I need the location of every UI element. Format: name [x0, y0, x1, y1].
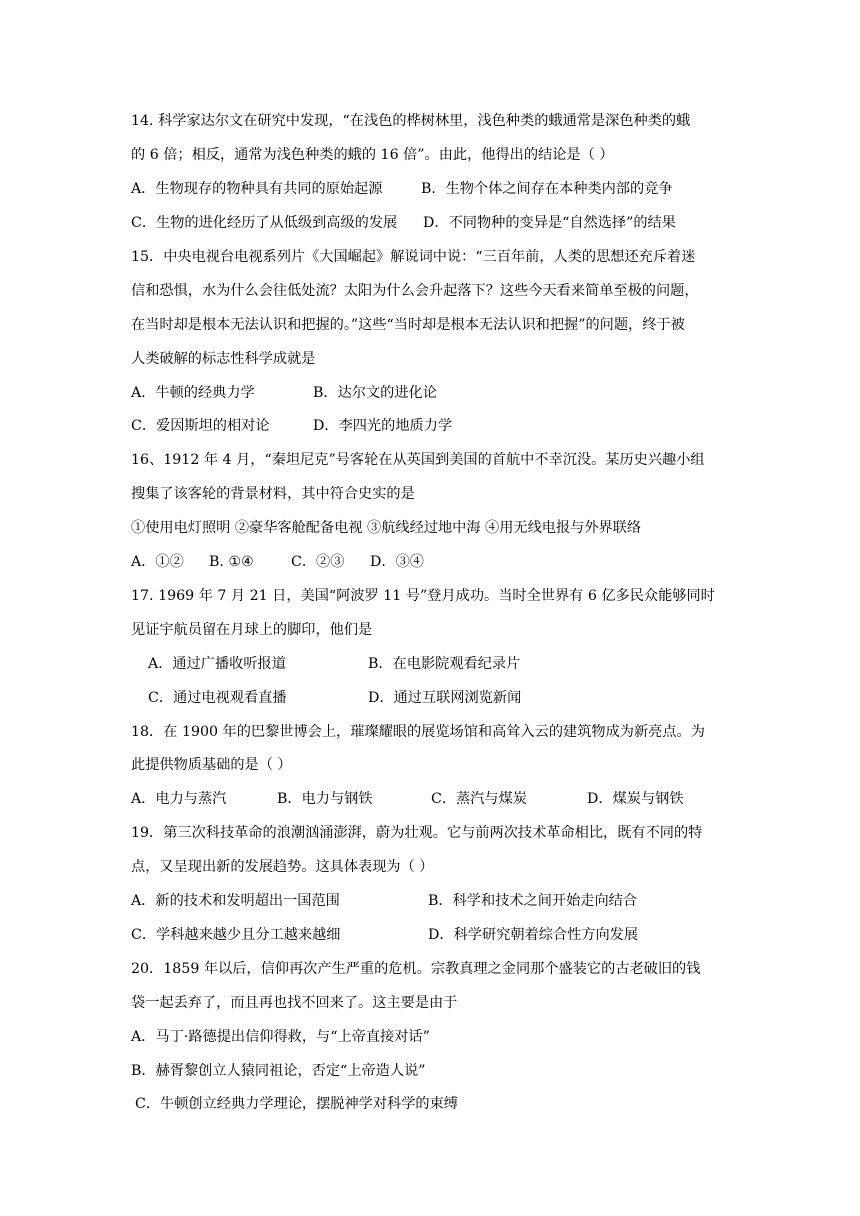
q18-option-c: C．蒸汽与煤炭 — [431, 791, 527, 807]
q17-option-b: B．在电影院观看纪录片 — [368, 656, 521, 672]
q16-option-d: D．③④ — [370, 554, 424, 570]
q19-option-c: C．学科越来越少且分工越来越细 — [131, 927, 341, 943]
q17-option-c: C．通过电视观看直播 — [148, 690, 287, 706]
q17-option-d: D．通过互联网浏览新闻 — [368, 690, 522, 706]
q20-option-b: B．赫胥黎创立人猿同祖论，否定“上帝造人说” — [131, 1063, 426, 1079]
q17-option-a: A．通过广播收听报道 — [148, 656, 286, 672]
q18-stem-line-1: 18．在 1900 年的巴黎世博会上，璀璨耀眼的展览场馆和高耸入云的建筑物成为新亮点。为 — [131, 724, 705, 740]
q15-stem-line-4: 人类破解的标志性科学成就是 — [131, 351, 316, 367]
q14-option-d: D．不同物种的变异是“自然选择”的结果 — [423, 215, 676, 231]
q15-option-d: D．李四光的地质力学 — [313, 418, 453, 434]
q16-option-a: A．①② — [131, 554, 184, 570]
q14-option-b: B．生物个体之间存在本种类内部的竞争 — [421, 181, 673, 197]
q18-option-d: D．煤炭与钢铁 — [587, 791, 684, 807]
q16-option-b: B. ①④ — [209, 554, 254, 570]
q19-stem-line-2: 点，又呈现出新的发展趋势。这具体表现为（ ） — [131, 859, 434, 875]
q16-stem-line-1: 16、1912 年 4 月，“秦坦尼克”号客轮在从英国到美国的首航中不幸沉没。某历史兴趣小组 — [131, 452, 705, 468]
q15-stem-line-2: 信和恐惧，水为什么会往低处流？太阳为什么会升起落下？这些今天看来简单至极的问题， — [131, 283, 699, 299]
q19-stem-line-1: 19．第三次科技革命的浪潮汹涌澎湃，蔚为壮观。它与前两次技术革命相比，既有不同的特 — [131, 825, 703, 841]
q15-stem-line-3: 在当时却是根本无法认识和把握的。”这些“当时却是根本无法认识和把握”的问题，终于被 — [131, 317, 685, 333]
q14-option-a: A．生物现存的物种具有共同的原始起源 — [131, 181, 383, 197]
q18-stem-line-2: 此提供物质基础的是（ ） — [131, 757, 292, 773]
q14-option-c: C．生物的进化经历了从低级到高级的发展 — [131, 215, 398, 231]
q16-statements: ①使用电灯照明 ②豪华客舱配备电视 ③航线经过地中海 ④用无线电报与外界联络 — [131, 520, 642, 536]
q15-stem-line-1: 15．中央电视台电视系列片《大国崛起》解说词中说：“三百年前，人类的思想还充斥着迷 — [131, 249, 696, 265]
q19-option-d: D．科学研究朝着综合性方向发展 — [428, 927, 639, 943]
q16-option-c: C．②③ — [291, 554, 345, 570]
q17-stem-line-1: 17. 1969 年 7 月 21 日，美国“阿波罗 11 号”登月成功。当时全世界有 6 亿多民众能够同时 — [131, 588, 715, 604]
q16-stem-line-2: 搜集了该客轮的背景材料，其中符合史实的是 — [131, 486, 415, 502]
q19-option-a: A．新的技术和发明超出一国范围 — [131, 893, 340, 909]
q20-option-c: C．牛顿创立经典力学理论，摆脱神学对科学的束缚 — [135, 1096, 458, 1112]
q14-stem-line-2: 的 6 倍；相反，通常为浅色种类的蛾的 16 倍”。由此，他得出的结论是（ ） — [131, 147, 614, 163]
q15-option-b: B．达尔文的进化论 — [313, 385, 437, 401]
q20-stem-line-1: 20．1859 年以后，信仰再次产生严重的危机。宗教真理之金同那个盛装它的古老破旧的钱 — [131, 961, 701, 977]
q15-option-c: C．爱因斯坦的相对论 — [131, 418, 270, 434]
q18-option-a: A．电力与蒸汽 — [131, 791, 227, 807]
q15-option-a: A．牛顿的经典力学 — [131, 385, 255, 401]
q17-stem-line-2: 见证宇航员留在月球上的脚印，他们是 — [131, 622, 373, 638]
q18-option-b: B．电力与钢铁 — [277, 791, 373, 807]
q14-stem-line-1: 14. 科学家达尔文在研究中发现，“在浅色的桦树林里，浅色种类的蛾通常是深色种类的蛾 — [131, 113, 691, 129]
q20-stem-line-2: 袋一起丢弃了，而且再也找不回来了。这主要是由于 — [131, 995, 458, 1011]
q20-option-a: A．马丁·路德提出信仰得救，与“上帝直接对话” — [131, 1029, 430, 1045]
q19-option-b: B．科学和技术之间开始走向结合 — [428, 893, 638, 909]
